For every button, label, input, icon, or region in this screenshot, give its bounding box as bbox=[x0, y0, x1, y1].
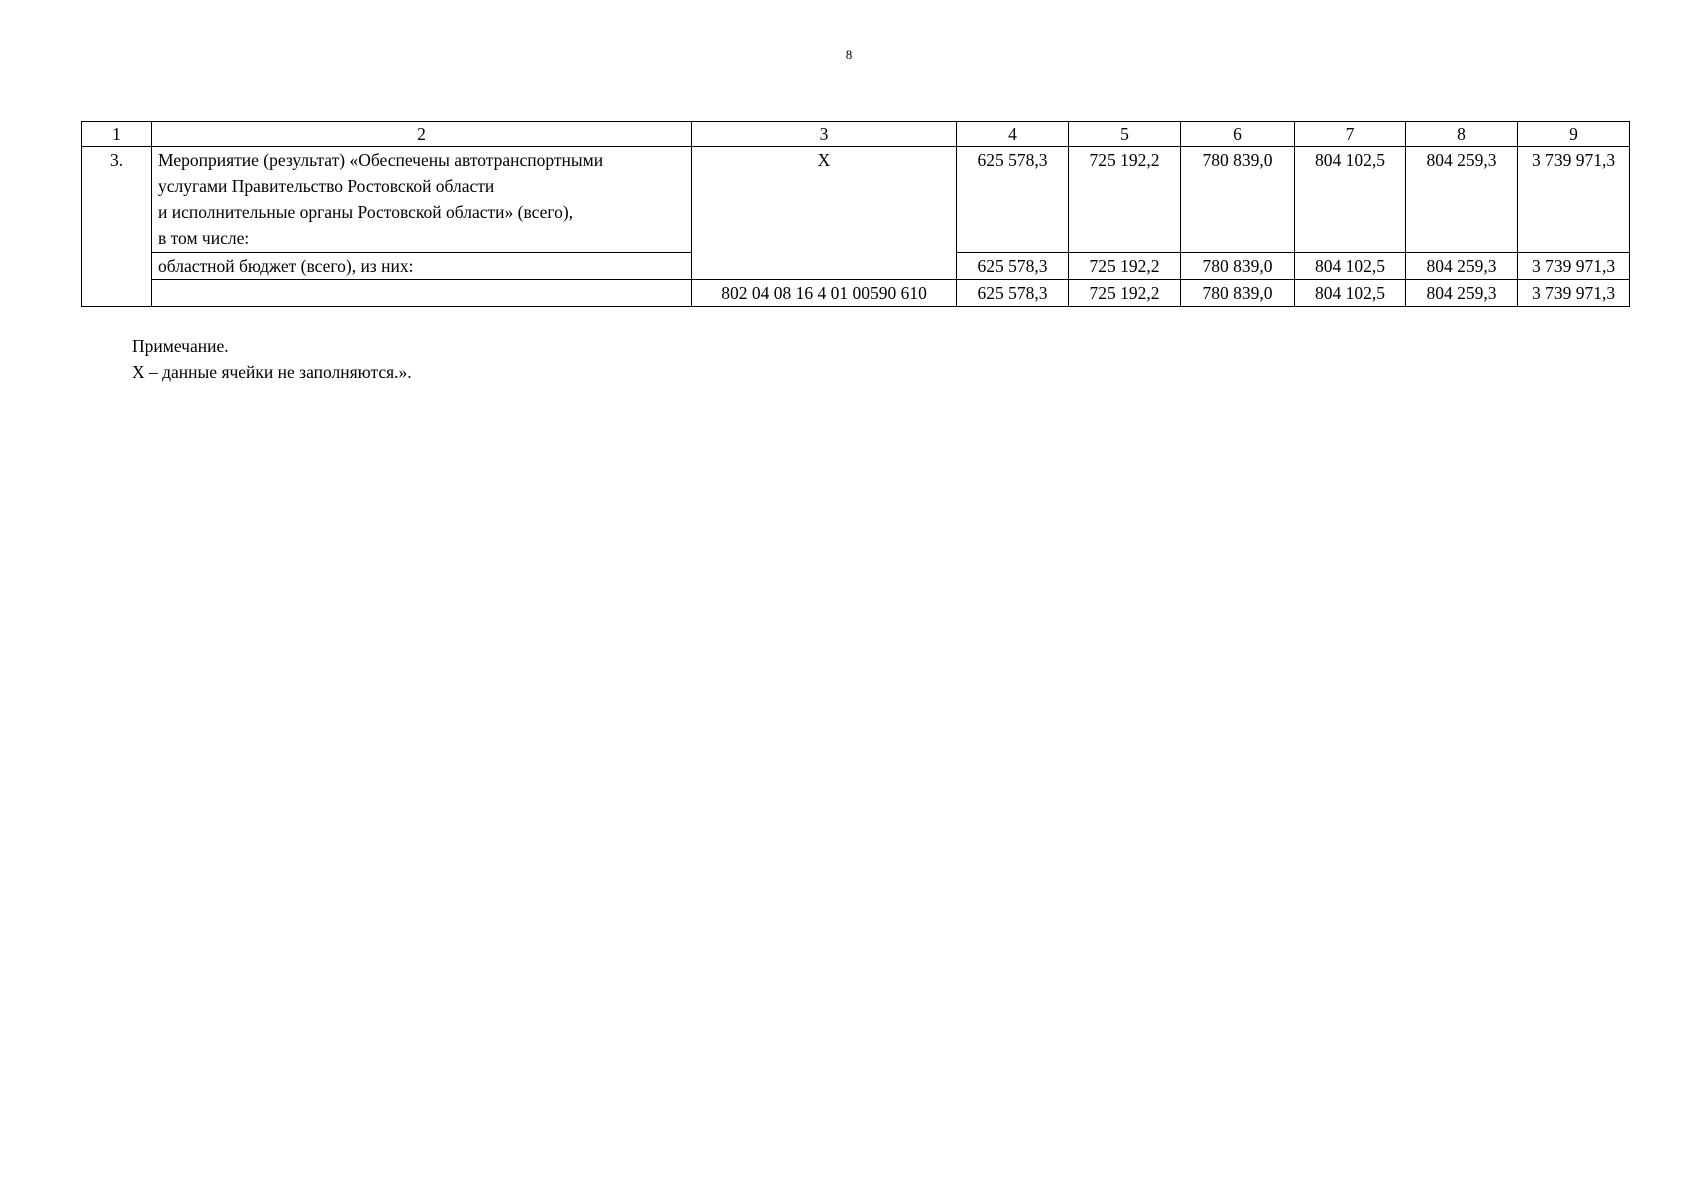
activity-title-line: и исполнительные органы Ростовской области» (всего), bbox=[158, 202, 574, 222]
row-number: 3. bbox=[82, 147, 152, 307]
table-cell: 780 839,0 bbox=[1181, 147, 1295, 253]
table-cell: 804 259,3 bbox=[1406, 253, 1518, 280]
table-cell: 625 578,3 bbox=[957, 280, 1069, 307]
table-cell: 804 102,5 bbox=[1295, 280, 1406, 307]
table-cell: 780 839,0 bbox=[1181, 280, 1295, 307]
note-title: Примечание. bbox=[132, 336, 229, 356]
table-cell: 3 739 971,3 bbox=[1518, 253, 1630, 280]
column-header: 2 bbox=[152, 122, 692, 147]
column-header: 9 bbox=[1518, 122, 1630, 147]
table-cell: 625 578,3 bbox=[957, 253, 1069, 280]
table-cell: 725 192,2 bbox=[1069, 147, 1181, 253]
column-header: 1 bbox=[82, 122, 152, 147]
note-text: X – данные ячейки не заполняются.». bbox=[132, 362, 412, 382]
regional-budget-label: областной бюджет (всего), из них: bbox=[152, 253, 692, 280]
table-cell: 725 192,2 bbox=[1069, 253, 1181, 280]
activity-title-line: Мероприятие (результат) «Обеспечены автотранспортными bbox=[158, 150, 604, 170]
activity-title bbox=[152, 147, 692, 253]
kbk-row bbox=[82, 280, 1630, 307]
page-number: 8 bbox=[845, 47, 853, 62]
table-cell: 3 739 971,3 bbox=[1518, 280, 1630, 307]
column-header: 4 bbox=[957, 122, 1069, 147]
activity-title-line: услугами Правительство Ростовской области bbox=[158, 176, 495, 196]
table-cell: 780 839,0 bbox=[1181, 253, 1295, 280]
table-cell: 804 102,5 bbox=[1295, 147, 1406, 253]
table-cell: 804 102,5 bbox=[1295, 253, 1406, 280]
activity-row bbox=[82, 147, 1630, 253]
activity-title-line: в том числе: bbox=[158, 228, 250, 248]
table-cell: 625 578,3 bbox=[957, 147, 1069, 253]
column-header: 6 bbox=[1181, 122, 1295, 147]
table-cell: 3 739 971,3 bbox=[1518, 147, 1630, 253]
column-header: 5 bbox=[1069, 122, 1181, 147]
column-header: 8 bbox=[1406, 122, 1518, 147]
activity-code-cell: X bbox=[692, 147, 957, 280]
budget-table bbox=[81, 121, 1630, 307]
column-header: 7 bbox=[1295, 122, 1406, 147]
table-cell: 725 192,2 bbox=[1069, 280, 1181, 307]
note-block bbox=[132, 333, 412, 385]
column-header: 3 bbox=[692, 122, 957, 147]
kbk-code: 802 04 08 16 4 01 00590 610 bbox=[692, 280, 957, 307]
table-cell: 804 259,3 bbox=[1406, 280, 1518, 307]
kbk-label bbox=[152, 280, 692, 307]
table-cell: 804 259,3 bbox=[1406, 147, 1518, 253]
table-header-row bbox=[82, 122, 1630, 147]
